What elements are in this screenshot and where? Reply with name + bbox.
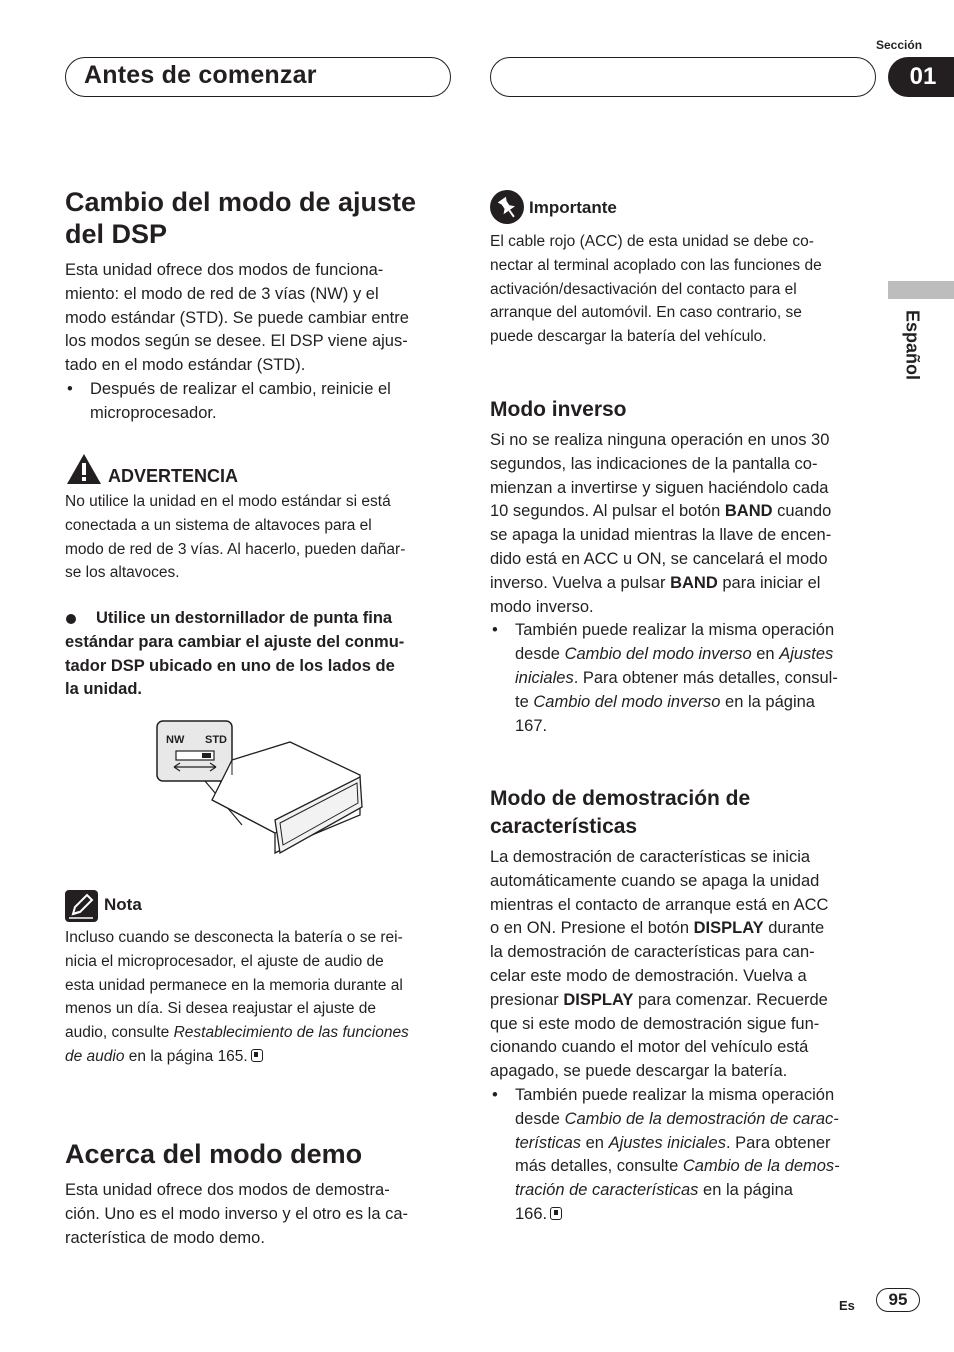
demo-line: racterística de modo demo. [65, 1228, 265, 1247]
t: en la página [725, 692, 815, 711]
ref: Cambio del modo inverso [564, 645, 752, 664]
inverse-line: mienzan a invertirse y siguen haciéndolo cada [490, 478, 829, 497]
feat-line: mientras el contacto de arranque está en ACC [490, 895, 829, 914]
note-ref: Restablecimiento de las funciones [173, 1024, 409, 1042]
ref: tración de características [515, 1181, 699, 1200]
warning-icon [65, 452, 103, 486]
t: 166. [515, 1204, 548, 1223]
t: te [515, 692, 529, 711]
note-line [65, 1021, 451, 1045]
feat-bullet: • También puede realizar la misma operación [490, 1084, 882, 1108]
feat-bullet-cont [490, 1179, 882, 1203]
t: en la página [703, 1181, 793, 1200]
dsp-line: tado en el modo estándar (STD). [65, 356, 306, 375]
inverse-text: 10 segundos. Al pulsar el botón [490, 502, 721, 521]
t: para comenzar. Recuerde [637, 990, 828, 1009]
demo-section [65, 1138, 451, 1170]
section-number: 01 [909, 63, 937, 90]
demo-body [65, 1179, 451, 1250]
important-title: Importante [529, 198, 617, 217]
note-tail: en la página 165. [128, 1047, 248, 1065]
footer-lang-code: Es [839, 1298, 855, 1313]
feat-line [490, 989, 882, 1013]
band-button-label: BAND [670, 573, 718, 592]
dsp-bullet: • Después de realizar el cambio, reinicie el [65, 378, 451, 402]
t: . Para obtener más detalles, consul- [573, 668, 838, 687]
warning-line: modo de red de 3 vías. Al hacerlo, pueden dañar- [65, 540, 406, 558]
switch-label-nw: NW [166, 734, 185, 746]
pencil-icon [65, 890, 98, 922]
end-mark-icon [550, 1207, 562, 1220]
inverse-bullet: • También puede realizar la misma operación [490, 619, 882, 643]
language-side-label: Español [902, 309, 923, 381]
inverse-bullet-cont [490, 667, 882, 691]
important-line: arranque del automóvil. En caso contrario, se [490, 304, 802, 322]
feat-line: la demostración de características para can- [490, 943, 815, 962]
inverse-line: se apaga la unidad mientras la llave de encen- [490, 526, 832, 545]
note-line: esta unidad permanece en la memoria durante al [65, 976, 403, 994]
demo-line: Esta unidad ofrece dos modos de demostra- [65, 1181, 390, 1199]
note-line [65, 1045, 451, 1069]
feat-line [490, 917, 882, 941]
t: . Para obtener [725, 1133, 831, 1152]
inverse-line [490, 572, 882, 596]
inverse-body [490, 429, 882, 738]
note-icon [65, 890, 98, 922]
feature-demo-body [490, 846, 882, 1227]
page-number-badge [876, 1288, 920, 1312]
t: durante [768, 919, 825, 938]
ref: Ajustes [779, 645, 834, 664]
ref: iniciales [515, 668, 574, 687]
section-label: Sección [876, 38, 923, 52]
dsp-bullet-cont: microprocesador. [90, 403, 217, 422]
band-button-label: BAND [724, 502, 773, 521]
inverse-line: segundos, las indicaciones de la pantalla co- [490, 454, 818, 473]
note-title: Nota [104, 895, 142, 914]
inverse-bullet-cont [490, 643, 882, 667]
switch-label-std: STD [205, 734, 227, 746]
important-line: activación/desactivación del contacto para el [490, 280, 797, 298]
t: en [756, 645, 775, 664]
header-blank-frame [490, 57, 876, 97]
dsp-line: miento: el modo de red de 3 vías (NW) y el [65, 284, 379, 303]
inverse-text: cuando [777, 502, 832, 521]
t: desde [515, 645, 560, 664]
warning-title: ADVERTENCIA [108, 466, 239, 486]
warning-line: No utilice la unidad en el modo estándar si está [65, 493, 391, 510]
inverse-line: dido está en ACC u ON, se cancelará el modo [490, 549, 828, 568]
important-body [490, 230, 882, 349]
section-number-badge [888, 57, 954, 97]
note-line-text: audio, consulte [65, 1024, 170, 1042]
note-ref: de audio [65, 1047, 125, 1065]
inverse-line: Si no se realiza ninguna operación en unos 30 [490, 431, 830, 449]
warning-line: conectada a un sistema de altavoces para el [65, 516, 372, 534]
ref: Cambio del modo inverso [533, 692, 721, 711]
feat-line: cionando cuando el motor del vehículo está [490, 1038, 809, 1057]
note-line: Incluso cuando se desconecta la batería o se rei- [65, 929, 403, 946]
dsp-line: modo estándar (STD). Se puede cambiar entre [65, 308, 409, 327]
inverse-text: para iniciar el [722, 573, 821, 592]
ref: terísticas [515, 1133, 582, 1152]
feat-bullet-cont [490, 1203, 882, 1227]
t: desde [515, 1109, 560, 1128]
step-line: la unidad. [65, 680, 143, 699]
inverse-title: Modo inverso [490, 398, 627, 421]
end-mark-icon [251, 1049, 263, 1062]
page-title: Antes de comenzar [84, 61, 317, 89]
feat-bullet-cont [490, 1132, 882, 1156]
feat-line: celar este modo de demostración. Vuelva a [490, 966, 807, 985]
note-body [65, 926, 451, 1069]
feat-line: La demostración de características se inicia [490, 848, 811, 866]
step-line: tador DSP ubicado en uno de los lados de [65, 656, 395, 675]
ref: Cambio de la demos- [682, 1157, 840, 1176]
demo-title: Acerca del modo demo [65, 1139, 363, 1169]
warning-line: se los altavoces. [65, 564, 180, 582]
inverse-line [490, 500, 882, 524]
dsp-title: Cambio del modo de ajuste del DSP [65, 187, 417, 249]
ref: Cambio de la demostración de carac- [564, 1109, 839, 1128]
important-line: nectar al terminal acoplado con las funciones de [490, 256, 822, 274]
feat-line: apagado, se puede descargar la batería. [490, 1062, 788, 1081]
inverse-bullet-cont [490, 691, 882, 715]
inverse-section [490, 396, 882, 424]
step-line: Utilice un destornillador de punta fina [96, 609, 393, 627]
pin-icon [490, 190, 524, 224]
inverse-line: modo inverso. [490, 597, 594, 616]
dsp-line: los modos según se desee. El DSP viene ajus- [65, 332, 408, 351]
language-tab-bar [888, 281, 954, 299]
display-button-label: DISPLAY [693, 919, 764, 938]
t: en [585, 1133, 604, 1152]
dsp-section [65, 186, 451, 250]
feature-demo-title-line: Modo de demostración de [490, 787, 751, 810]
important-line: El cable rojo (ACC) de esta unidad se debe co- [490, 233, 814, 250]
step-instruction [65, 607, 451, 702]
feature-demo-section [490, 785, 882, 841]
note-line: nicia el microprocesador, el ajuste de audio de [65, 952, 384, 970]
t: o en ON. Presione el botón [490, 919, 690, 938]
feat-bullet-cont [490, 1108, 882, 1132]
important-icon [490, 190, 524, 224]
inverse-text: inverso. Vuelva a pulsar [490, 573, 666, 592]
note-line: menos un día. Si desea reajustar el ajuste de [65, 1000, 377, 1018]
step-line: estándar para cambiar el ajuste del conmu- [65, 632, 405, 651]
feature-demo-title-line: características [490, 815, 638, 838]
demo-line: ción. Uno es el modo inverso y el otro es la ca- [65, 1204, 408, 1223]
dsp-line: Esta unidad ofrece dos modos de funciona- [65, 261, 384, 279]
t: más detalles, consulte [515, 1157, 679, 1176]
feat-line: automáticamente cuando se apaga la unidad [490, 871, 820, 890]
feat-line: que si este modo de demostración sigue fun- [490, 1014, 820, 1033]
display-button-label: DISPLAY [563, 990, 634, 1009]
dsp-body [65, 259, 451, 426]
inverse-bullet-cont: 167. [515, 716, 548, 735]
feat-bullet-cont [490, 1155, 882, 1179]
important-line: puede descargar la batería del vehículo. [490, 328, 767, 346]
t: presionar [490, 990, 559, 1009]
ref: Ajustes iniciales [608, 1133, 726, 1152]
warning-body [65, 490, 451, 585]
page-number: 95 [888, 1290, 908, 1309]
